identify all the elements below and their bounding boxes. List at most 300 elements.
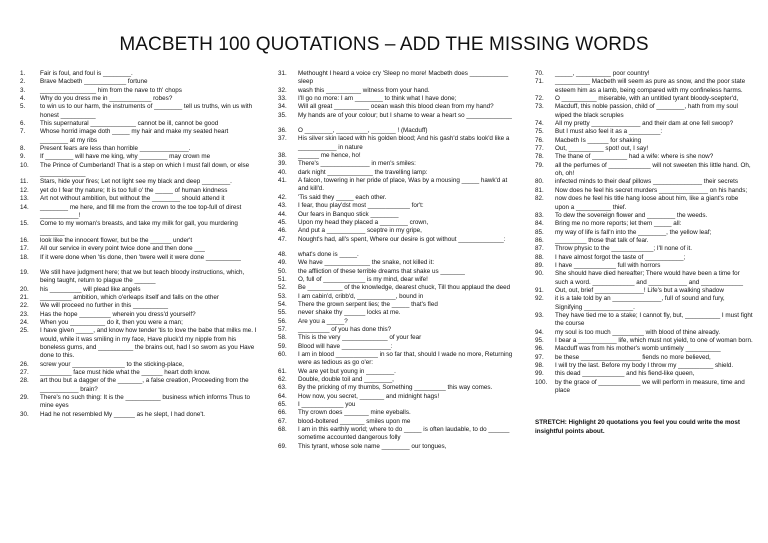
quotation-number: 68. [278, 426, 287, 434]
quotation-number: 36. [278, 127, 287, 135]
quotation-number: 70. [535, 70, 544, 77]
quotation-number: 58. [278, 334, 287, 342]
quotation-item [278, 401, 516, 409]
quotation-text: Bring me no more reports; let them _____ all: [555, 220, 682, 228]
quotation-number: 16. [20, 236, 29, 244]
quotation-text: All our service in every point twice done and then done ___ [40, 245, 205, 253]
quotation-item [20, 411, 258, 419]
quotation-text: Nought's had, all's spent, Where our desire is got without _____________: [298, 235, 506, 243]
quotation-number: 87. [535, 245, 544, 253]
quotation-number: 97. [535, 353, 544, 361]
quotation-text: my soul is too much _________ with blood of thine already. [555, 328, 721, 336]
quotation-number: 8. [20, 145, 26, 153]
quotation-text: yet do I fear thy nature; It is too full o' the _____ of human kindness [40, 186, 228, 194]
quotation-item [278, 284, 516, 292]
quotation-number: 52. [278, 284, 287, 292]
quotation-number: 7. [20, 128, 26, 136]
quotation-text: I am in blood ____________ in so far that, should I wade no more, Returning were as tedious as go o'er: [298, 351, 513, 367]
quotation-text: Brave Macbeth ____________ fortune [40, 78, 148, 86]
quotation-number: 45. [278, 218, 287, 226]
quotation-text: I ____________ you [298, 401, 356, 409]
quotation-item [278, 236, 516, 244]
quotation-text: the affliction of these terrible dreams that shake us _______ [298, 267, 465, 275]
quotation-item [278, 251, 516, 259]
quotation-number: 60. [278, 351, 287, 358]
quotation-item [535, 262, 753, 270]
quotation-text: Will all great __________ ocean wash this blood clean from my hand? [298, 103, 494, 111]
quotation-item [278, 259, 516, 267]
quotation-text: Be __________ of the knowledge, dearest chuck, Till thou applaud the deed [298, 284, 511, 292]
quotation-item [535, 237, 753, 245]
quotation-number: 89. [535, 261, 544, 269]
quotation-number: 96. [535, 345, 544, 353]
quotation-text: We are yet but young in ________. [298, 367, 396, 375]
quotation-number: 9. [20, 153, 26, 161]
quotation-number: 51. [278, 275, 287, 283]
quotation-item [535, 379, 753, 396]
quotation-number: 3. [20, 86, 26, 94]
quotation-item [535, 295, 753, 312]
quotation-number: 71. [535, 78, 544, 86]
quotation-number: 57. [278, 325, 287, 333]
quotation-number: 90. [535, 270, 544, 278]
quotation-text: Thy crown does _______ mine eyeballs. [298, 409, 411, 417]
quotation-item [278, 384, 516, 392]
quotation-number: 12. [20, 186, 29, 194]
quotation-text: _____, __________ poor country! [555, 70, 650, 77]
quotation-number: 46. [278, 227, 287, 235]
quotation-text: all the perfumes of ____________ will not sweeten this little hand. Oh, oh, oh! [555, 161, 751, 178]
quotation-number: 99. [535, 370, 544, 378]
quotation-number: 4. [20, 95, 26, 103]
quotation-item [20, 327, 258, 360]
quotation-item [20, 204, 258, 221]
quotation-number: 2. [20, 78, 26, 86]
quotation-item [20, 162, 258, 179]
quotation-list-3 [535, 70, 753, 395]
quotation-item [278, 112, 516, 120]
stretch-task: STRETCH: Highlight 20 quotations you feel you could write the most insightful points about. [535, 419, 741, 435]
quotation-text: _________ those that talk of fear. [555, 236, 649, 244]
quotation-item [535, 187, 753, 195]
quotation-text: Had he not resembled My ______ as he slept, I had done't. [40, 410, 206, 418]
quotation-item [278, 318, 516, 326]
quotation-text: this dead ____________ and his fiend-like queen, [555, 370, 695, 378]
quotation-number: 18. [20, 253, 29, 261]
quotation-number: 40. [278, 168, 287, 176]
quotation-number: 61. [278, 367, 287, 375]
quotation-item [278, 135, 516, 152]
quotation-text: I fear, thou play'dst most ____________ for't: [298, 202, 424, 210]
quotation-text: ______ me hence, ho! [298, 152, 361, 160]
quotation-item [535, 229, 753, 237]
quotation-item [20, 319, 258, 327]
quotation-number: 35. [278, 111, 287, 119]
quotation-text: We still have judgment here; that we but teach bloody instructions, which, being taught, return to plague the ______ [40, 268, 245, 285]
quotation-number: 22. [20, 302, 29, 310]
quotation-text: But I must also feel it as a _________: [555, 128, 663, 136]
quotation-text: Now does he feel his secret murders ______________ on his hands; [555, 186, 748, 194]
quotation-item [535, 362, 753, 370]
quotation-number: 33. [278, 95, 287, 103]
quotation-text: My hands are of your colour; but I shame to wear a heart so _____________ [298, 111, 512, 119]
quotation-number: 69. [278, 442, 287, 450]
quotation-item [535, 312, 753, 329]
quotation-text: His silver skin laced with his golden blood; And his gash'd stabs look'd like a ___________ in nature [298, 135, 510, 151]
quotation-number: 48. [278, 250, 287, 258]
quotation-text: Present fears are less than horrible ______________. [40, 145, 191, 153]
quotation-item [20, 195, 258, 203]
quotation-item [535, 245, 753, 253]
quotation-item [278, 409, 516, 417]
quotation-item [278, 103, 516, 111]
quotation-text: be these _________________ fiends no more believed, [555, 353, 711, 361]
quotation-number: 64. [278, 392, 287, 400]
quotation-item [278, 177, 516, 194]
quotation-number: 42. [278, 193, 287, 201]
quotation-number: 10. [20, 161, 29, 169]
quotation-item [535, 254, 753, 262]
quotation-number: 98. [535, 362, 544, 370]
quotation-text: There the grown serpent lies; the _____ that's fled [298, 300, 438, 308]
quotation-text: This is the very _____________ of your fear [298, 334, 422, 342]
quotation-number: 100. [535, 378, 548, 386]
quotation-text: his _________ will plead like angels [40, 285, 141, 293]
quotation-item [535, 220, 753, 228]
quotation-text: ________ me here, and fill me from the crown to the toe top-full of direst ___________! [40, 203, 242, 219]
quotation-number: 15. [20, 220, 29, 228]
quotation-item [278, 87, 516, 95]
quotation-item [20, 120, 258, 128]
quotation-text: Out, out, brief ______________! Life's but a walking shadow [555, 286, 724, 294]
quotation-text: If ________ will have me king, why ________ may crown me [40, 153, 211, 161]
quotation-number: 82. [535, 195, 544, 203]
quotation-item [535, 78, 753, 95]
quotation-item [278, 219, 516, 227]
quotation-item [278, 443, 516, 451]
quotation-text: my way of life is fall'n into the ________, the yellow leaf; [555, 228, 712, 236]
quotation-text: Throw physic to the ____________; I'll none of it. [555, 245, 693, 253]
quotation-item [20, 87, 258, 95]
quotation-item [535, 120, 753, 128]
quotation-item [20, 237, 258, 245]
quotation-number: 62. [278, 376, 287, 384]
quotation-item [535, 212, 753, 220]
quotation-item [278, 351, 516, 368]
quotation-number: 86. [535, 236, 544, 244]
quotation-number: 31. [278, 70, 287, 77]
quotation-number: 17. [20, 245, 29, 253]
quotation-number: 37. [278, 135, 287, 143]
quotation-number: 73. [535, 103, 544, 111]
quotation-text: _________ ambition, which o'erleaps itself and falls on the other [40, 293, 220, 301]
quotation-item [535, 103, 753, 120]
page-title: MACBETH 100 QUOTATIONS – ADD THE MISSING WORDS [119, 34, 649, 55]
quotation-item [535, 195, 753, 212]
quotation-item [20, 377, 258, 394]
quotation-column-3 [535, 70, 753, 436]
quotation-text: never shake thy ______ locks at me. [298, 309, 401, 317]
quotation-item [278, 326, 516, 334]
quotation-text: To dew the sovereign flower and ________ the weeds. [555, 211, 708, 219]
quotation-number: 6. [20, 120, 26, 128]
quotation-item [278, 309, 516, 317]
quotation-item [535, 329, 753, 337]
quotation-column-2 [278, 70, 516, 451]
quotation-item [278, 152, 516, 160]
quotation-text: Fair is foul, and foul is ________. [40, 70, 133, 77]
quotation-number: 75. [535, 128, 544, 136]
quotation-number: 80. [535, 178, 544, 186]
quotation-text: This supernatural _____________ cannot be ill, cannot be good [40, 120, 219, 128]
quotation-item [535, 354, 753, 362]
quotation-item [20, 178, 258, 186]
quotation-list-1 [20, 70, 258, 419]
quotation-item [278, 169, 516, 177]
quotation-list-2 [278, 70, 516, 451]
quotation-number: 77. [535, 145, 544, 153]
quotation-text: dark night _____________ the travelling lamp: [298, 168, 428, 176]
quotation-number: 53. [278, 292, 287, 300]
quotation-number: 66. [278, 409, 287, 417]
quotation-text: How now, you secret, _______ and midnight hags! [298, 392, 440, 400]
quotation-item [278, 343, 516, 351]
quotation-number: 29. [20, 394, 29, 402]
quotation-text: Come to my woman's breasts, and take my milk for gall, you murdering _______ [40, 220, 238, 236]
quotation-number: 47. [278, 235, 287, 243]
quotation-text: We will proceed no further in this __________ [40, 302, 169, 310]
quotation-number: 1. [20, 70, 26, 77]
quotation-item [535, 137, 753, 145]
quotation-item [535, 178, 753, 186]
quotation-number: 26. [20, 360, 29, 368]
quotation-number: 74. [535, 120, 544, 128]
quotation-item [278, 227, 516, 235]
quotation-number: 43. [278, 202, 287, 210]
quotation-text: I am cabin'd, cribb'd, ___________, bound in [298, 292, 424, 300]
quotation-number: 14. [20, 203, 29, 211]
quotation-column-1 [20, 70, 258, 419]
quotation-text: I will try the last. Before my body I throw my __________ shield. [555, 362, 734, 370]
quotation-item [20, 394, 258, 411]
quotation-number: 38. [278, 152, 287, 160]
quotation-item [278, 211, 516, 219]
quotation-text: I have ____________ full with horrors [555, 261, 661, 269]
quotation-item [20, 220, 258, 237]
quotation-text: O ________, _________, _______ ! (Macduff) [298, 127, 428, 135]
quotation-text: I have almost forgot the taste of ___________; [555, 253, 686, 261]
quotation-text: And put a ___________ sceptre in my gripe, [298, 227, 422, 235]
quotation-number: 59. [278, 342, 287, 350]
quotation-text: If it were done when 'tis done, then 'twere well it were done __________ [40, 253, 241, 261]
quotation-text: Macduff, this noble passion, child of ________, hath from my soul wiped the black scruples [555, 103, 738, 119]
quotation-text: We have _____________ the snake, not killed it: [298, 259, 435, 267]
quotation-text: Art not without ambition, but without the ________ should attend it [40, 195, 225, 203]
quotation-text: There's no such thing: It is the __________ business which informs Thus to mine eyes [40, 394, 251, 410]
quotation-text: Double, double toil and ________, [298, 376, 394, 384]
quotation-text: She should have died hereafter; There would have been a time for such a word. ____________ and ___________ and ____________ [555, 270, 744, 286]
quotation-item [20, 103, 258, 120]
quotation-item [278, 127, 516, 135]
quotation-number: 79. [535, 161, 544, 169]
quotation-item [278, 194, 516, 202]
quotation-number: 27. [20, 369, 29, 377]
quotation-item [20, 95, 258, 103]
quotation-text: Our fears in Banquo stick ________ [298, 210, 399, 218]
quotation-item [278, 376, 516, 384]
quotation-item [535, 287, 753, 295]
quotation-text: it is a tale told by an ______________, full of sound and fury, Signifying ______________. [555, 295, 725, 311]
quotation-item [535, 270, 753, 287]
quotation-number: 49. [278, 259, 287, 267]
quotation-number: 32. [278, 86, 287, 94]
quotation-item [20, 286, 258, 294]
quotation-item [278, 368, 516, 376]
quotation-item [20, 302, 258, 310]
quotation-item [20, 78, 258, 86]
quotation-number: 13. [20, 195, 29, 203]
quotation-item [278, 160, 516, 168]
quotation-text: now does he feel his title hang loose about him, like a giant's robe upon a __________ thief. [555, 195, 739, 211]
quotation-text: Why do you dress me in ____________ robes? [40, 95, 173, 103]
quotation-text: I have given _____, and know how tender 'tis to love the babe that milks me. I would, while it was smiling in my face, Have pluck'd my nipple from his boneless gums, and __________ the brains out, had I so sworn as you Have done to this. [40, 327, 257, 360]
quotation-text: by the grace of ____________ we will perform in measure, time and place [555, 378, 745, 395]
quotation-text: Stars, hide your fires; Let not light see my black and deep ________. [40, 178, 232, 186]
quotation-number: 84. [535, 220, 544, 228]
quotation-text: The thane of __________ had a wife: where is she now? [555, 153, 714, 161]
quotation-text: Out, __________ spot! out, I say! [555, 145, 649, 153]
quotation-item [20, 369, 258, 377]
quotation-item [535, 370, 753, 378]
quotation-item [535, 153, 753, 161]
quotation-text: Whose horrid image doth _____ my hair and make my seated heart ________ at my ribs [40, 128, 229, 144]
quotation-number: 44. [278, 210, 287, 218]
quotation-item [20, 361, 258, 369]
quotation-text: 'Tis said they _____ each other. [298, 193, 387, 201]
quotation-number: 85. [535, 228, 544, 236]
quotation-text: blood-boltered _______ smiles upon me [298, 417, 411, 425]
quotation-text: ________________ him from the nave to th' chops [40, 86, 182, 94]
quotation-item [278, 276, 516, 284]
quotation-number: 23. [20, 310, 29, 318]
quotation-item [20, 128, 258, 145]
quotation-text: The Prince of Cumberland! That is a step on which I must fall down, or else _____________ [40, 161, 250, 178]
quotation-number: 11. [20, 178, 29, 186]
quotation-number: 25. [20, 327, 29, 335]
quotation-item [535, 128, 753, 136]
quotation-item [278, 95, 516, 103]
quotation-item [278, 334, 516, 342]
quotation-number: 93. [535, 311, 544, 319]
quotation-number: 20. [20, 285, 29, 293]
quotation-number: 39. [278, 160, 287, 168]
quotation-text: They have tied me to a stake; I cannot fly, but, __________ I must fight the course [555, 311, 753, 328]
quotation-item [535, 95, 753, 103]
quotation-text: I'll go no more: I am ________ to think what I have done; [298, 95, 457, 103]
quotation-text: wash this __________ witness from your hand. [298, 86, 430, 94]
quotation-item [278, 301, 516, 309]
quotation-text: what's done is _____. [298, 250, 359, 258]
quotation-text: By the pricking of my thumbs, Something _________ this way comes. [298, 384, 493, 392]
quotation-number: 95. [535, 337, 544, 344]
quotation-text: _________ face must hide what the ______ heart doth know. [40, 369, 211, 377]
quotation-number: 67. [278, 417, 287, 425]
quotation-text: to win us to our harm, the instruments of ________ tell us truths, win us with honest __________ [40, 103, 253, 119]
quotation-item [278, 268, 516, 276]
quotation-text: A falcon, towering in her pride of place, Was by a mousing _____ hawk'd at and kill'd. [298, 177, 508, 193]
quotation-item [20, 153, 258, 161]
quotation-number: 34. [278, 103, 287, 111]
quotation-text: Macbeth Is ______ for shaking [555, 136, 642, 144]
quotation-item [535, 162, 753, 179]
quotation-number: 41. [278, 177, 287, 185]
quotation-number: 63. [278, 384, 287, 392]
quotation-text: Macduff was from his mother's womb untimely __________ [555, 345, 721, 353]
quotation-number: 55. [278, 309, 287, 317]
quotation-text: There's ______________ in men's smiles: [298, 160, 416, 168]
quotation-item [20, 245, 258, 253]
quotation-item [535, 70, 753, 78]
quotation-item [20, 254, 258, 262]
quotation-text: This tyrant, whose sole name ________ our tongues, [298, 442, 447, 450]
quotation-number: 28. [20, 377, 29, 385]
quotation-text: Methought I heard a voice cry 'Sleep no more! Macbeth does ___________ sleep [298, 70, 509, 86]
quotation-text: All my pretty ______________ and their dam at one fell swoop? [555, 120, 734, 128]
quotation-item [278, 393, 516, 401]
quotation-text: _________ of you has done this? [298, 325, 392, 333]
quotation-number: 92. [535, 295, 544, 303]
quotation-item [535, 337, 753, 345]
quotation-number: 21. [20, 293, 29, 301]
quotation-number: 65. [278, 401, 287, 409]
quotation-number: 50. [278, 267, 287, 275]
quotation-number: 30. [20, 410, 29, 418]
quotation-number: 19. [20, 268, 29, 276]
quotation-text: look like the innocent flower, but be the ______ under't [40, 236, 193, 244]
quotation-text: When you __________ do it, then you were a man; [40, 318, 183, 326]
quotation-item [535, 345, 753, 353]
quotation-text: Has the hope _________ wherein you dress'd yourself? [40, 310, 196, 318]
quotation-text: art thou but a dagger of the _______, a false creation, Proceeding from the ___________ brain? [40, 377, 249, 393]
quotation-number: 72. [535, 95, 544, 103]
quotation-number: 56. [278, 317, 287, 325]
quotation-text: Blood will have ______________: [298, 342, 393, 350]
quotation-item [20, 269, 258, 286]
quotation-number: 81. [535, 186, 544, 194]
quotation-text: Upon my head they placed a ________ crown, [298, 218, 429, 226]
quotation-item [20, 70, 258, 78]
quotation-number: 83. [535, 211, 544, 219]
quotation-text: O, full of ____________ is my mind, dear wife! [298, 275, 428, 283]
quotation-number: 91. [535, 286, 544, 294]
quotation-text: I bear a ___________ life, which must not yield, to one of woman born. [555, 337, 753, 344]
quotation-item [278, 426, 516, 443]
quotation-item [278, 202, 516, 210]
quotation-item [535, 145, 753, 153]
quotation-number: 94. [535, 328, 544, 336]
quotation-item [278, 70, 516, 87]
quotation-text: infected minds to their deaf pillows ______________ their secrets [555, 178, 739, 186]
quotation-text: __________ Macbeth will seem as pure as snow, and the poor state esteem him as a lamb, being compared with my confineless harms. [555, 78, 746, 94]
quotation-item [20, 294, 258, 302]
quotation-number: 5. [20, 103, 26, 111]
quotation-number: 78. [535, 153, 544, 161]
quotation-text: screw your _______________ to the sticking-place, [40, 360, 184, 368]
quotation-number: 54. [278, 300, 287, 308]
quotation-item [278, 418, 516, 426]
quotation-text: O __________ miserable, with an untitled tyrant bloody-scepter'd, [555, 95, 739, 103]
quotation-number: 24. [20, 318, 29, 326]
